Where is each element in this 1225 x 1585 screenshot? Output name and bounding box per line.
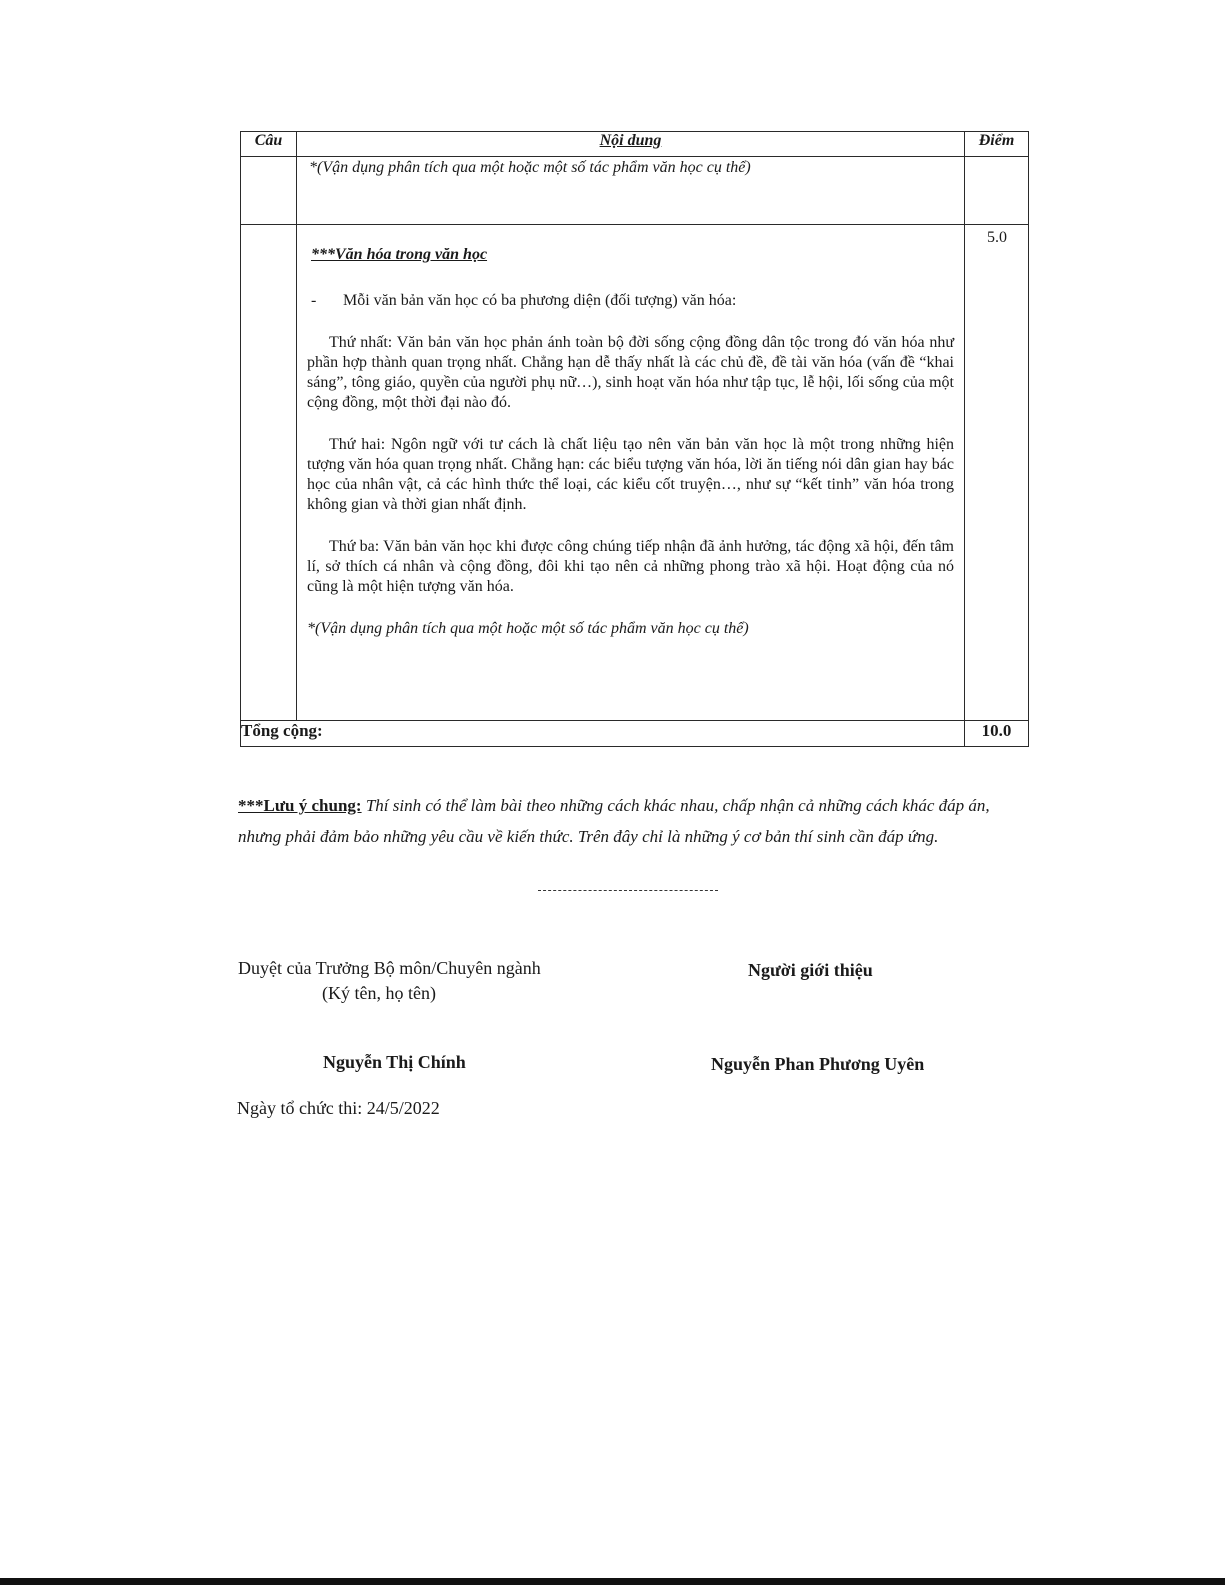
total-row — [241, 721, 1029, 747]
total-label: Tổng cộng: — [241, 721, 965, 747]
note-text: Thí sinh có thể làm bài theo những cách khác nhau, chấp nhận cả những cách khác đáp án, nhưng phải đảm bảo những yêu cầu về kiến thức. Trên đây chỉ là những ý cơ bản thí sinh cần đáp ứng. — [238, 796, 990, 846]
section-title: ***Văn hóa trong văn học — [311, 246, 488, 263]
note-label: ***Lưu ý chung: — [238, 796, 362, 815]
table-row — [241, 157, 1029, 225]
bullet-dash: - — [311, 292, 317, 309]
dashed-divider — [538, 890, 718, 891]
closing-note: *(Vận dụng phân tích qua một hoặc một số tác phẩm văn học cụ thể) — [307, 620, 749, 637]
approver-subtitle: (Ký tên, họ tên) — [322, 983, 436, 1003]
paragraph-first: Thứ nhất: Văn bản văn học phản ánh toàn bộ đời sống cộng đồng dân tộc trong đó văn hóa như phần hợp thành quan trọng nhất. Chẳng hạn dễ thấy nhất là các chủ đề, đề tài văn hóa (vấn đề “khai sáng”, tông giáo, quyền của người phụ nữ…), sinh hoạt văn hóa như tập tục, lễ hội, lối sống của một cộng đồng, một thời đại nào đó. — [307, 334, 954, 411]
answer-table — [240, 131, 1029, 747]
diem-cell — [965, 157, 1029, 225]
content-cell — [297, 157, 965, 225]
header-diem: Điểm — [965, 132, 1029, 157]
exam-date: Ngày tổ chức thi: 24/5/2022 — [237, 1098, 440, 1118]
table-row — [241, 225, 1029, 721]
row1-content: *(Vận dụng phân tích qua một hoặc một số tác phẩm văn học cụ thể) — [309, 159, 751, 176]
header-noi-dung: Nội dung — [297, 132, 965, 157]
total-value: 10.0 — [965, 721, 1029, 747]
cau-cell — [241, 157, 297, 225]
scan-edge-bar — [0, 1578, 1225, 1585]
approver-title: Duyệt của Trưởng Bộ môn/Chuyên ngành — [238, 958, 541, 978]
score-value: 5.0 — [987, 229, 1007, 246]
presenter-title: Người giới thiệu — [748, 960, 873, 980]
bullet-text: Mỗi văn bản văn học có ba phương diện (đối tượng) văn hóa: — [343, 292, 737, 309]
table-header-row — [241, 132, 1029, 157]
header-cau: Câu — [241, 132, 297, 157]
bullet-item — [311, 291, 954, 311]
presenter-name: Nguyễn Phan Phương Uyên — [711, 1054, 925, 1074]
cau-cell — [241, 225, 297, 721]
general-note — [238, 790, 1028, 852]
paragraph-second: Thứ hai: Ngôn ngữ với tư cách là chất liệu tạo nên văn bản văn học là một trong những hiện tượng văn hóa quan trọng nhất. Chẳng hạn: các biểu tượng văn hóa, lời ăn tiếng nói dân gian hay bác học của nhân vật, cả các hình thức thể loại, các kiểu cốt truyện…, như sự “kết tinh” văn hóa trong không gian và thời gian nhất định. — [307, 436, 954, 513]
approver-name: Nguyễn Thị Chính — [323, 1052, 466, 1072]
paragraph-third: Thứ ba: Văn bản văn học khi được công chúng tiếp nhận đã ảnh hưởng, tác động xã hội, đến tâm lí, sở thích cá nhân và cộng đồng, đôi khi tạo nên cả những phong trào xã hội. Hoạt động của nó cũng là một hiện tượng văn hóa. — [307, 538, 954, 595]
content-cell — [297, 225, 965, 721]
diem-cell — [965, 225, 1029, 721]
